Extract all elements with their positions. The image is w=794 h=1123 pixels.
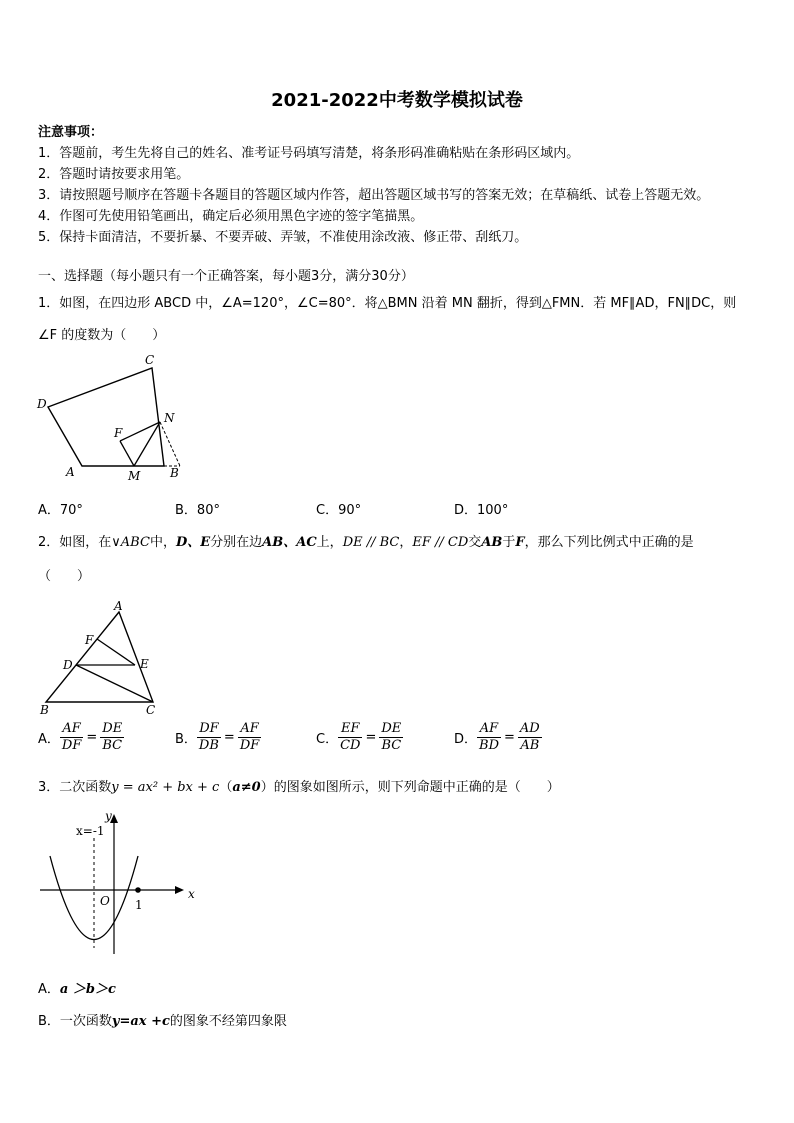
q2-option-label: A． bbox=[38, 732, 60, 747]
note-item: 2．答题时请按要求用笔。 bbox=[38, 167, 190, 182]
q3-stem-text: ）的图象如图所示，则下列命题中正确的是（ ） bbox=[260, 780, 560, 795]
q3-label-axis: x=-1 bbox=[76, 824, 105, 838]
page-title: 2021-2022中考数学模拟试卷 bbox=[271, 90, 523, 111]
q3-option-label: A． bbox=[38, 982, 60, 997]
q2-stem-line1 bbox=[38, 531, 694, 550]
q2-stem-text: ， bbox=[399, 535, 413, 550]
q3-option-a[interactable] bbox=[38, 978, 116, 997]
q3-option-a-text: a ＞b＞c bbox=[59, 982, 116, 997]
q2-option-label: D． bbox=[454, 732, 478, 747]
q2-stem-text: 上， bbox=[316, 535, 343, 550]
q3-option-b[interactable] bbox=[38, 1010, 287, 1029]
q2-option-a[interactable] bbox=[38, 721, 124, 754]
q1-option-a[interactable]: A．70° bbox=[38, 503, 83, 518]
q2-figure bbox=[32, 598, 162, 718]
q3-stem-text: 3．二次函数 bbox=[38, 780, 112, 795]
q1-stem-line1: 1．如图，在四边形 ABCD 中，∠A=120°，∠C=80°．将△BMN 沿着 MN 翻折，得到△FMN．若 MF∥AD，FN∥DC，则 bbox=[38, 296, 737, 311]
q2-stem-text: 中， bbox=[149, 535, 176, 550]
q2-stem-line2: （ ） bbox=[38, 569, 91, 584]
q3-formula: y = ax² + bx + c bbox=[111, 780, 220, 795]
q2-stem-f: F bbox=[515, 535, 525, 550]
q3-condition: a≠0 bbox=[232, 780, 261, 795]
q2-option-fraction: $\frac{AF}{DF}$ bbox=[239, 721, 260, 753]
q3-label-one: 1 bbox=[135, 898, 143, 912]
q3-stem bbox=[38, 776, 560, 795]
q2-label-a: A bbox=[114, 599, 123, 613]
q2-stem-ab: AB bbox=[481, 535, 503, 550]
q3-label-x: x bbox=[188, 887, 195, 901]
q2-option-fraction: $\frac{AF}{BD}$ bbox=[479, 721, 499, 753]
q2-option-b[interactable] bbox=[175, 721, 261, 754]
q1-option-d[interactable]: D．100° bbox=[454, 503, 509, 518]
q2-option-label: C． bbox=[316, 732, 339, 747]
q2-equals: = bbox=[504, 730, 515, 745]
note-item: 1．答题前，考生先将自己的姓名、准考证号码填写清楚，将条形码准确粘贴在条形码区域内。 bbox=[38, 146, 580, 161]
q2-stem-points: D、E bbox=[175, 535, 211, 550]
q1-label-m: M bbox=[128, 469, 141, 483]
q2-stem-text: ，那么下列比例式中正确的是 bbox=[524, 535, 694, 550]
q1-label-c: C bbox=[145, 353, 155, 367]
q1-option-c[interactable]: C．90° bbox=[316, 503, 362, 518]
q1-label-d: D bbox=[37, 397, 47, 411]
q3-option-b-formula: y=ax +c bbox=[111, 1014, 170, 1029]
q3-figure bbox=[34, 808, 204, 958]
note-item: 3．请按照题号顺序在答题卡各题目的答题区域内作答，超出答题区域书写的答案无效；在草稿纸、试卷上答题无效。 bbox=[38, 188, 710, 203]
q2-stem-text: 分别在边 bbox=[210, 535, 263, 550]
q1-stem-line2: ∠F 的度数为（ ） bbox=[38, 328, 166, 343]
q2-label-e: E bbox=[140, 657, 149, 671]
q2-equals: = bbox=[223, 730, 235, 745]
q1-label-f: F bbox=[114, 426, 123, 440]
q2-option-fraction: $\frac{AF}{DF}$ bbox=[61, 721, 82, 753]
q1-label-a: A bbox=[66, 465, 75, 479]
q2-option-fraction: $\frac{DE}{BC}$ bbox=[102, 721, 123, 753]
section-heading: 一、选择题（每小题只有一个正确答案，每小题3分，满分30分） bbox=[38, 269, 414, 284]
q3-option-label: B．一次函数 bbox=[38, 1014, 112, 1029]
q2-label-c: C bbox=[146, 703, 156, 717]
q3-stem-text: （ bbox=[219, 780, 233, 795]
q2-option-fraction: $\frac{DE}{BC}$ bbox=[381, 721, 402, 753]
q2-stem-sides: AB、AC bbox=[262, 535, 317, 550]
q2-stem-text: 交 bbox=[468, 535, 482, 550]
q3-label-y: y bbox=[105, 809, 112, 823]
q1-figure bbox=[30, 350, 190, 485]
q2-option-fraction: $\frac{EF}{CD}$ bbox=[340, 721, 361, 753]
q2-option-d[interactable] bbox=[454, 721, 542, 754]
q2-label-b: B bbox=[40, 703, 49, 717]
q2-stem-parallel-de: DE // BC bbox=[342, 535, 400, 550]
note-item: 5．保持卡面清洁，不要折暴、不要弄破、弄皱，不准使用涂改液、修正带、刮纸刀。 bbox=[38, 230, 528, 245]
q3-option-b-text: 的图象不经第四象限 bbox=[169, 1014, 287, 1029]
q2-label-d: D bbox=[63, 658, 73, 672]
q2-equals: = bbox=[365, 730, 377, 745]
q3-label-origin: O bbox=[100, 894, 110, 908]
notes-heading: 注意事项： bbox=[38, 125, 104, 140]
q2-equals: = bbox=[86, 730, 98, 745]
note-item: 4．作图可先使用铅笔画出，确定后必须用黑色字迹的签字笔描黑。 bbox=[38, 209, 424, 224]
q2-option-fraction: $\frac{AD}{AB}$ bbox=[519, 721, 540, 753]
q1-label-b: B bbox=[170, 466, 179, 480]
q1-option-b[interactable]: B．80° bbox=[175, 503, 220, 518]
q2-option-c[interactable] bbox=[316, 721, 403, 754]
q2-stem-triangle: ∨ABC bbox=[111, 535, 150, 550]
q2-label-f: F bbox=[85, 633, 94, 647]
q2-stem-text: 于 bbox=[502, 535, 516, 550]
q2-stem-text: 2．如图，在 bbox=[38, 535, 112, 550]
q1-label-n: N bbox=[164, 411, 175, 425]
q2-option-fraction: $\frac{DF}{DB}$ bbox=[198, 721, 219, 753]
q2-option-label: B． bbox=[175, 732, 197, 747]
q2-stem-parallel-ef: EF // CD bbox=[412, 535, 469, 550]
